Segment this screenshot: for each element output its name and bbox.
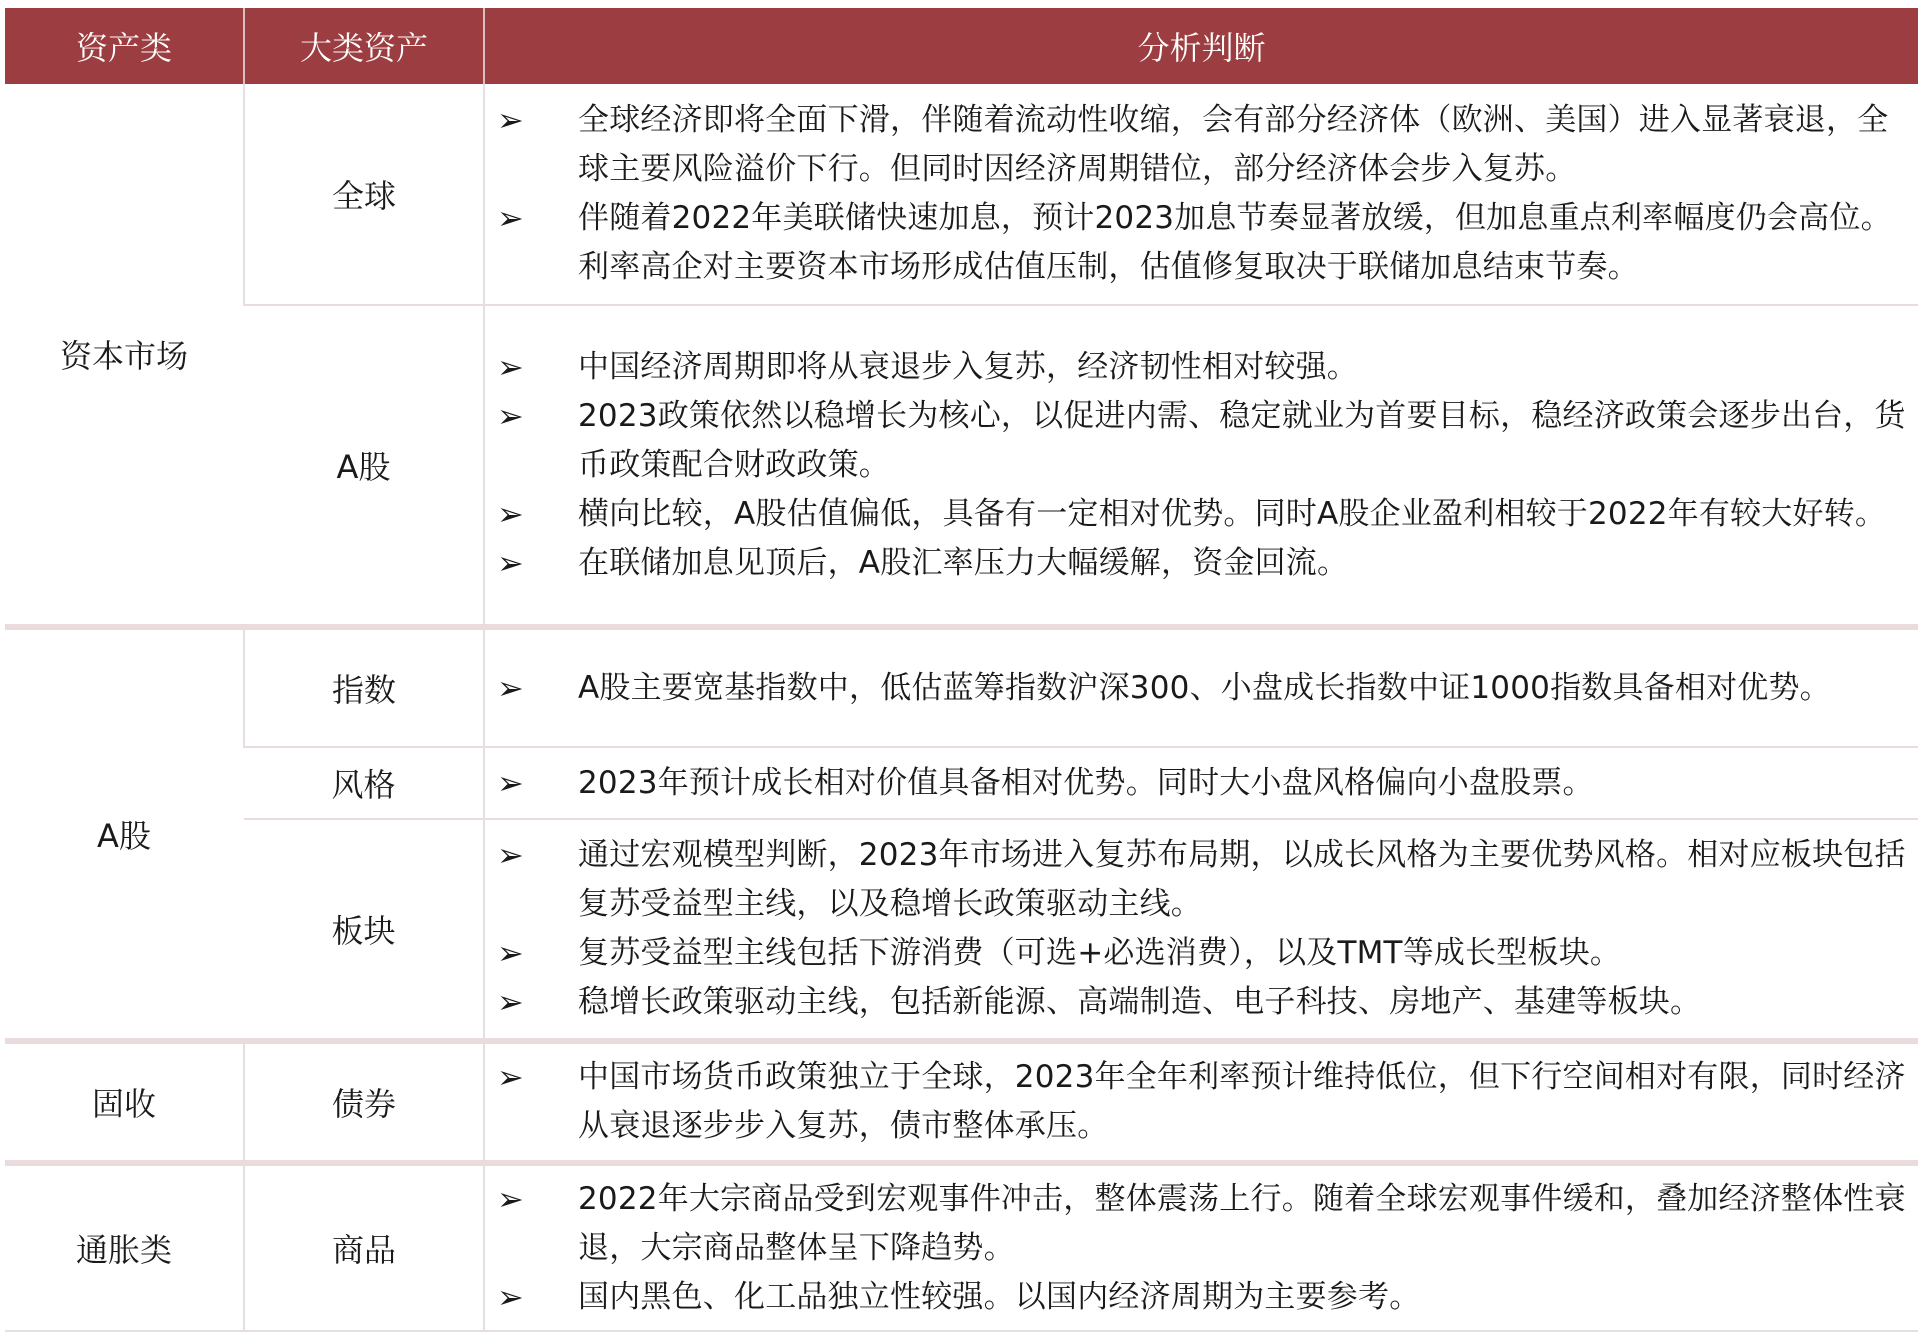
bullet-arrow-icon: ➢ [497,199,524,237]
table-row [5,1041,1918,1163]
table-row [5,1163,1918,1331]
bullet-arrow-icon: ➢ [497,668,524,707]
asset-cell: 板块 [244,819,484,1041]
asset-cell: 商品 [244,1163,484,1331]
bullet-arrow-icon: ➢ [497,494,524,533]
analysis-point [485,831,1918,929]
header-major-asset: 大类资产 [244,8,484,84]
analysis-text: 稳增长政策驱动主线，包括新能源、高端制造、电子科技、房地产、基建等板块。 [578,984,1702,1020]
analysis-text: 中国经济周期即将从衰退步入复苏，经济韧性相对较强。 [578,348,1358,385]
bullet-arrow-icon: ➢ [497,1277,524,1316]
header-row [5,8,1918,84]
bullet-arrow-icon: ➢ [497,543,524,582]
asset-cell: A股 [244,305,484,627]
analysis-text: 2023政策依然以稳增长为核心，以促进内需、稳定就业为首要目标，稳经济政策会逐步出台，货币政策配合财政政策。 [578,397,1906,483]
analysis-text: 中国市场货币政策独立于全球，2023年全年利率预计维持低位，但下行空间相对有限，同时经济从衰退逐步步入复苏，债市整体承压。 [578,1059,1906,1144]
bullet-arrow-icon: ➢ [497,101,524,139]
category-cell: 通胀类 [5,1163,244,1331]
asset-analysis-table [5,8,1918,1332]
table-row [5,627,1918,747]
analysis-text: A股主要宽基指数中，低估蓝筹指数沪深300、小盘成长指数中证1000指数具备相对优势。 [578,669,1831,706]
table-row [5,84,1918,305]
table-row [5,819,1918,1041]
analysis-text: 通过宏观模型判断，2023年市场进入复苏布局期，以成长风格为主要优势风格。相对应板块包括复苏受益型主线，以及稳增长政策驱动主线。 [578,837,1906,922]
analysis-point [485,392,1918,490]
analysis-point [485,343,1918,392]
asset-cell: 指数 [244,627,484,747]
table-row [5,747,1918,819]
analysis-text: 伴随着2022年美联储快速加息，预计2023加息节奏显著放缓，但加息重点利率幅度仍会高位。利率高企对主要资本市场形成估值压制，估值修复取决于联储加息结束节奏。 [578,200,1892,285]
analysis-text: 国内黑色、化工品独立性较强。以国内经济周期为主要参考。 [578,1278,1421,1315]
analysis-point [485,929,1918,978]
analysis-point [485,1053,1918,1151]
analysis-text: 2022年大宗商品受到宏观事件冲击，整体震荡上行。随着全球宏观事件缓和，叠加经济整体性衰退，大宗商品整体呈下降趋势。 [578,1180,1906,1266]
analysis-cell [484,819,1918,1041]
bullet-arrow-icon: ➢ [497,396,524,435]
category-cell: 资本市场 [5,84,244,627]
analysis-text: 全球经济即将全面下滑，伴随着流动性收缩，会有部分经济体（欧洲、美国）进入显著衰退，全球主要风险溢价下行。但同时因经济周期错位，部分经济体会步入复苏。 [578,102,1889,187]
analysis-point [485,664,1918,713]
analysis-point [485,1175,1918,1273]
analysis-cell [484,84,1918,305]
analysis-point [485,539,1918,588]
header-asset-class: 资产类 [5,8,244,84]
analysis-cell [484,1163,1918,1331]
analysis-text: 在联储加息见顶后，A股汇率压力大幅缓解，资金回流。 [578,544,1349,581]
analysis-cell [484,627,1918,747]
bullet-arrow-icon: ➢ [497,983,524,1021]
header-analysis: 分析判断 [484,8,1918,84]
bullet-arrow-icon: ➢ [497,1179,524,1218]
analysis-text: 2023年预计成长相对价值具备相对优势。同时大小盘风格偏向小盘股票。 [578,764,1594,801]
bullet-arrow-icon: ➢ [497,836,524,874]
bullet-arrow-icon: ➢ [497,763,524,802]
bullet-arrow-icon: ➢ [497,1058,524,1096]
bullet-arrow-icon: ➢ [497,934,524,972]
analysis-point [485,1273,1918,1322]
asset-cell: 全球 [244,84,484,305]
analysis-text: 复苏受益型主线包括下游消费（可选+必选消费），以及TMT等成长型板块。 [578,935,1622,971]
analysis-text: 横向比较，A股估值偏低，具备有一定相对优势。同时A股企业盈利相较于2022年有较大好转。 [578,495,1887,532]
analysis-cell [484,1041,1918,1163]
asset-cell: 风格 [244,747,484,819]
analysis-cell [484,747,1918,819]
analysis-cell [484,305,1918,627]
analysis-point [485,490,1918,539]
analysis-point [485,194,1918,292]
analysis-point [485,978,1918,1027]
table-row [5,305,1918,627]
category-cell: A股 [5,627,244,1041]
asset-cell: 债券 [244,1041,484,1163]
analysis-point [485,96,1918,194]
bullet-arrow-icon: ➢ [497,347,524,386]
analysis-point [485,759,1918,808]
category-cell: 固收 [5,1041,244,1163]
